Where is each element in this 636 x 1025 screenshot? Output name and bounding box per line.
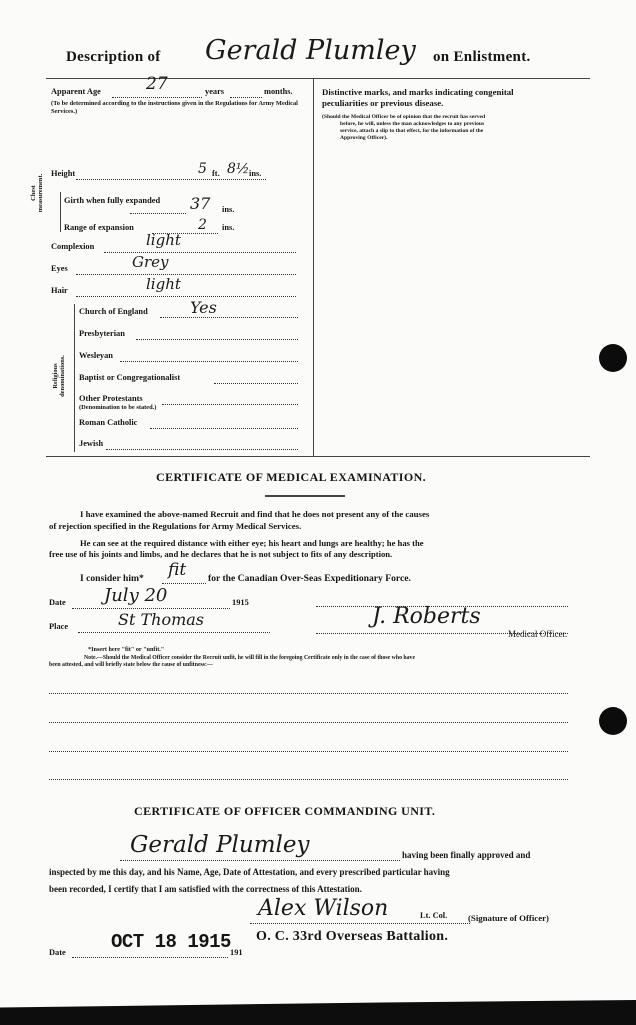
girth-line	[130, 213, 186, 214]
chest-bracket	[60, 192, 61, 232]
medical-place-line	[78, 632, 270, 633]
denom-note: (Denomination to be stated.)	[79, 404, 157, 411]
header-description-of: Description of	[66, 49, 161, 65]
column-divider	[313, 78, 314, 456]
distinctive-marks-line2: peculiarities or previous disease.	[322, 98, 444, 108]
commanding-date-label: Date	[49, 948, 66, 957]
denom-roman-catholic: Roman Catholic	[79, 418, 138, 427]
commanding-year-suffix: 191	[230, 948, 243, 957]
medical-year: 1915	[232, 598, 249, 607]
header-on-enlistment: on Enlistment.	[433, 49, 531, 65]
medical-officer-label: Medical Officer.	[508, 629, 568, 639]
medical-date-line	[72, 608, 230, 609]
age-line	[112, 97, 202, 98]
religion-bracket	[74, 304, 75, 452]
age-value: 27	[146, 74, 168, 94]
months-label: months.	[264, 87, 293, 96]
fit-line	[162, 583, 206, 584]
age-note: (To be determined according to the instructions given in the Regulations for Army Medical Services.)	[51, 100, 298, 115]
signature-of-officer-label: (Signature of Officer)	[468, 913, 549, 923]
denom-presbyterian: Presbyterian	[79, 329, 125, 338]
denom-church-of-england: Church of England	[79, 307, 148, 316]
girth-label: Girth when fully expanded	[64, 196, 161, 205]
medical-date-label: Date	[49, 598, 66, 607]
distinctive-marks-line1: Distinctive marks, and marks indicating congenital	[322, 87, 514, 97]
officer-note-line4: Approving Officer).	[340, 135, 388, 141]
unit-stamp: O. C. 33rd Overseas Battalion.	[256, 929, 449, 944]
officer-note-line2: before, he will, unless the man acknowledges to any previous	[340, 121, 485, 127]
medical-officer-signature: J. Roberts	[372, 604, 481, 629]
fit-value: fit	[168, 560, 187, 580]
medical-para2-line1: He can see at the required distance with either eye; his heart and lungs are healthy; he has the	[80, 538, 424, 548]
denom-other-protestants: Other Protestants	[79, 394, 143, 403]
height-line	[76, 179, 266, 180]
commanding-name-handwritten: Gerald Plumley	[130, 832, 310, 858]
date-stamp: OCT 18 1915	[111, 931, 231, 953]
height-ft-value: 5	[198, 161, 207, 177]
girth-ins-label: ins.	[222, 205, 235, 214]
table-bottom-rule	[46, 456, 590, 457]
complexion-label: Complexion	[51, 242, 95, 251]
eyes-line	[76, 274, 296, 275]
religious-denominations-label: Religious denominations.	[52, 355, 67, 397]
range-ins-label: ins.	[222, 223, 235, 232]
denom-line-1	[160, 317, 298, 318]
unfit-note-line1: Note.—Should the Medical Officer consider the Recruit unfit, he will fill in the foregoing Certificate only in the case of those who have	[84, 655, 416, 661]
medical-place-label: Place	[49, 622, 69, 631]
insert-note: *Insert here "fit" or "unfit."	[88, 646, 165, 653]
medical-certificate-title: CERTIFICATE OF MEDICAL EXAMINATION.	[156, 470, 427, 484]
years-label: years	[205, 87, 225, 96]
ft-label: ft.	[212, 169, 220, 178]
denom-line-3	[120, 361, 298, 362]
range-value: 2	[198, 217, 207, 233]
unfit-line-1	[49, 693, 568, 694]
denom-wesleyan: Wesleyan	[79, 351, 113, 360]
medical-place-value: St Thomas	[118, 610, 205, 629]
unfit-line-3	[49, 751, 568, 752]
commanding-line2: inspected by me this day, and his Name, Age, Date of Attestation, and every prescribed particular having	[49, 867, 450, 877]
commanding-line3: been recorded, I certify that I am satisfied with the correctness of this Attestation.	[49, 884, 362, 894]
denom-line-7	[106, 449, 298, 450]
height-in-value: 8½	[227, 161, 250, 177]
medical-para2-line2: free use of his joints and limbs, and he declares that he is not subject to fits of any description.	[49, 549, 393, 559]
lt-col-label: Lt. Col.	[420, 911, 448, 920]
commanding-line1-tail: having been finally approved and	[402, 850, 531, 860]
denom-line-4	[214, 383, 298, 384]
unfit-note-line2: been attested, and will briefly state below the cause of unfitness:—	[49, 662, 213, 668]
medical-para1-line2: of rejection specified in the Regulations for Army Medical Services.	[49, 521, 302, 531]
commanding-certificate-title: CERTIFICATE OF OFFICER COMMANDING UNIT.	[134, 804, 436, 818]
officer-note-line1: (Should the Medical Officer be of opinion that the recruit has served	[322, 114, 486, 120]
apparent-age-label: Apparent Age	[51, 87, 101, 96]
for-force-label: for the Canadian Over-Seas Expeditionary Force.	[208, 573, 411, 584]
medical-title-rule	[265, 495, 345, 497]
hair-label: Hair	[51, 286, 68, 295]
unfit-line-2	[49, 722, 568, 723]
hair-value: light	[146, 275, 181, 293]
height-label: Height	[51, 169, 76, 178]
months-line	[230, 97, 262, 98]
girth-value: 37	[190, 194, 211, 213]
ins-label: ins.	[249, 169, 262, 178]
denom-line-2	[136, 339, 298, 340]
commanding-name-line	[120, 860, 400, 861]
header-rule	[46, 78, 590, 79]
header-name-handwritten: Gerald Plumley	[205, 35, 416, 66]
complexion-value: light	[146, 231, 181, 249]
officer-note-line3: service, attach a slip to that effect, for the information of the	[340, 128, 484, 134]
medical-para1-line1: I have examined the above-named Recruit and find that he does not present any of the causes	[80, 509, 430, 519]
officer-signature: Alex Wilson	[258, 896, 389, 921]
eyes-label: Eyes	[51, 264, 68, 273]
punch-hole-bottom	[599, 707, 627, 735]
consider-label: I consider him*	[80, 573, 144, 584]
denom-line-5	[162, 404, 298, 405]
range-label: Range of expansion	[64, 223, 134, 232]
denom-jewish: Jewish	[79, 439, 104, 448]
medical-date-value: July 20	[104, 585, 168, 606]
chest-measurement-label: Chest measurement.	[30, 173, 45, 213]
hair-line	[76, 296, 296, 297]
eyes-value: Grey	[132, 253, 169, 271]
denom-line-6	[150, 428, 298, 429]
scan-edge	[0, 1000, 636, 1025]
denom-baptist: Baptist or Congregationalist	[79, 373, 181, 382]
commanding-date-line	[72, 957, 228, 958]
unfit-line-4	[49, 779, 568, 780]
punch-hole-top	[599, 344, 627, 372]
denom-value-church-of-england: Yes	[190, 298, 217, 317]
officer-signature-line	[250, 923, 470, 924]
